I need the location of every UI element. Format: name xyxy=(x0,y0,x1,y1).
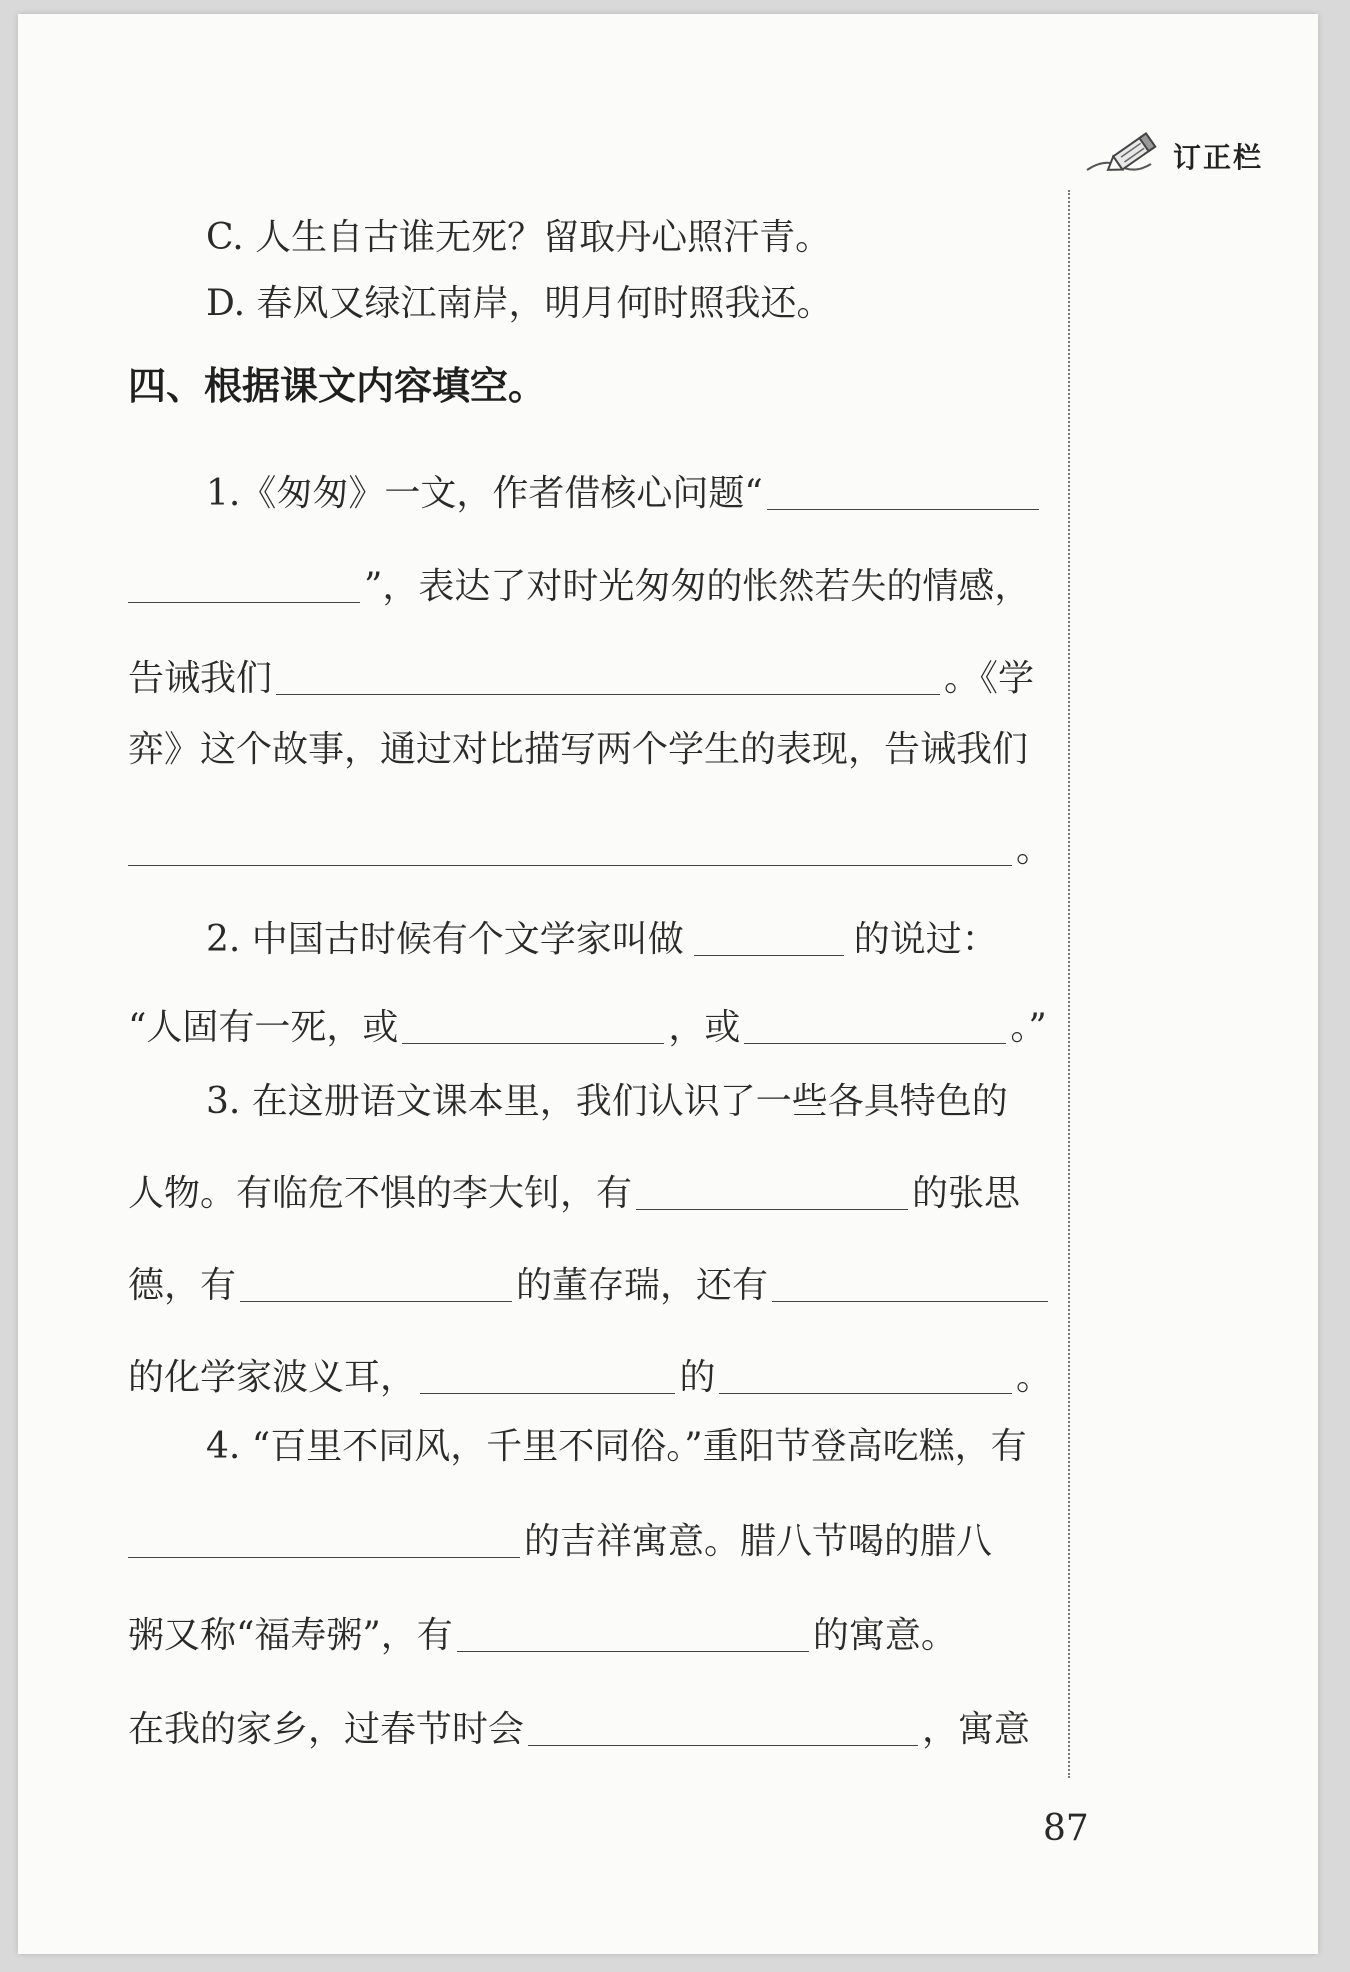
section-heading: 四、根据课文内容填空。 xyxy=(128,364,547,408)
q2-line-1: 2. 中国古时候有个文学家叫做 的说过： xyxy=(206,919,998,960)
q2-blank-1[interactable] xyxy=(694,954,844,956)
q1-blank-2[interactable] xyxy=(276,693,940,695)
page-number: 87 xyxy=(1043,1808,1089,1849)
q3-blank-5[interactable] xyxy=(719,1392,1012,1394)
pencil-icon xyxy=(1085,128,1169,176)
q1-line-5: 。 xyxy=(128,808,1052,868)
q4-blank-3[interactable] xyxy=(528,1744,918,1746)
correction-column-header xyxy=(1085,128,1263,176)
q3-blank-4[interactable] xyxy=(420,1392,675,1394)
correction-column-divider xyxy=(1068,190,1070,1778)
q1-line-2: ”，表达了对时光匆匆的怅然若失的情感， xyxy=(128,545,1052,605)
option-d: D. 春风又绿江南岸，明月何时照我还。 xyxy=(206,283,833,324)
q3-blank-3[interactable] xyxy=(772,1300,1048,1302)
q4-line-2: 的吉祥寓意。腊八节喝的腊八 xyxy=(128,1500,1052,1560)
q3-line-2: 人物。有临危不惧的李大钊，有 的张思 xyxy=(128,1173,1021,1214)
q4-line-4: 在我的家乡，过春节时会 ，寓意 xyxy=(128,1709,1031,1750)
q4-blank-2[interactable] xyxy=(457,1650,809,1652)
q3-line-3: 德，有 的董存瑞，还有 xyxy=(128,1244,1052,1304)
q1-line-3: 告诫我们 。《学 xyxy=(128,658,1035,699)
q3-blank-2[interactable] xyxy=(240,1300,512,1302)
correction-column-label: 订正栏 xyxy=(1173,141,1264,174)
q2-line-2: “人固有一死，或 ，或 。” xyxy=(128,1007,1047,1048)
q1-blank-1b[interactable] xyxy=(128,601,360,603)
q2-blank-2[interactable] xyxy=(402,1042,664,1044)
option-c: C. 人生自古谁无死？留取丹心照汗青。 xyxy=(206,217,832,258)
q1-line-1: 1.《匆匆》一文，作者借核心问题“ xyxy=(206,452,1052,512)
q4-blank-1[interactable] xyxy=(128,1556,520,1558)
q3-line-4: 的化学家波义耳， 的 。 xyxy=(128,1357,1052,1398)
q1-blank-1a[interactable] xyxy=(767,508,1039,510)
q4-line-3: 粥又称“福寿粥”，有 的寓意。 xyxy=(128,1615,957,1656)
q2-blank-3[interactable] xyxy=(744,1042,1006,1044)
q1-line-4: 弈》这个故事，通过对比描写两个学生的表现，告诫我们 xyxy=(128,729,1029,770)
q3-blank-1[interactable] xyxy=(636,1208,908,1210)
q3-line-1: 3. 在这册语文课本里，我们认识了一些各具特色的 xyxy=(206,1081,1008,1122)
q1-blank-3[interactable] xyxy=(128,864,1012,866)
q4-line-1: 4. “百里不同风，千里不同俗。”重阳节登高吃糕，有 xyxy=(206,1426,1027,1467)
